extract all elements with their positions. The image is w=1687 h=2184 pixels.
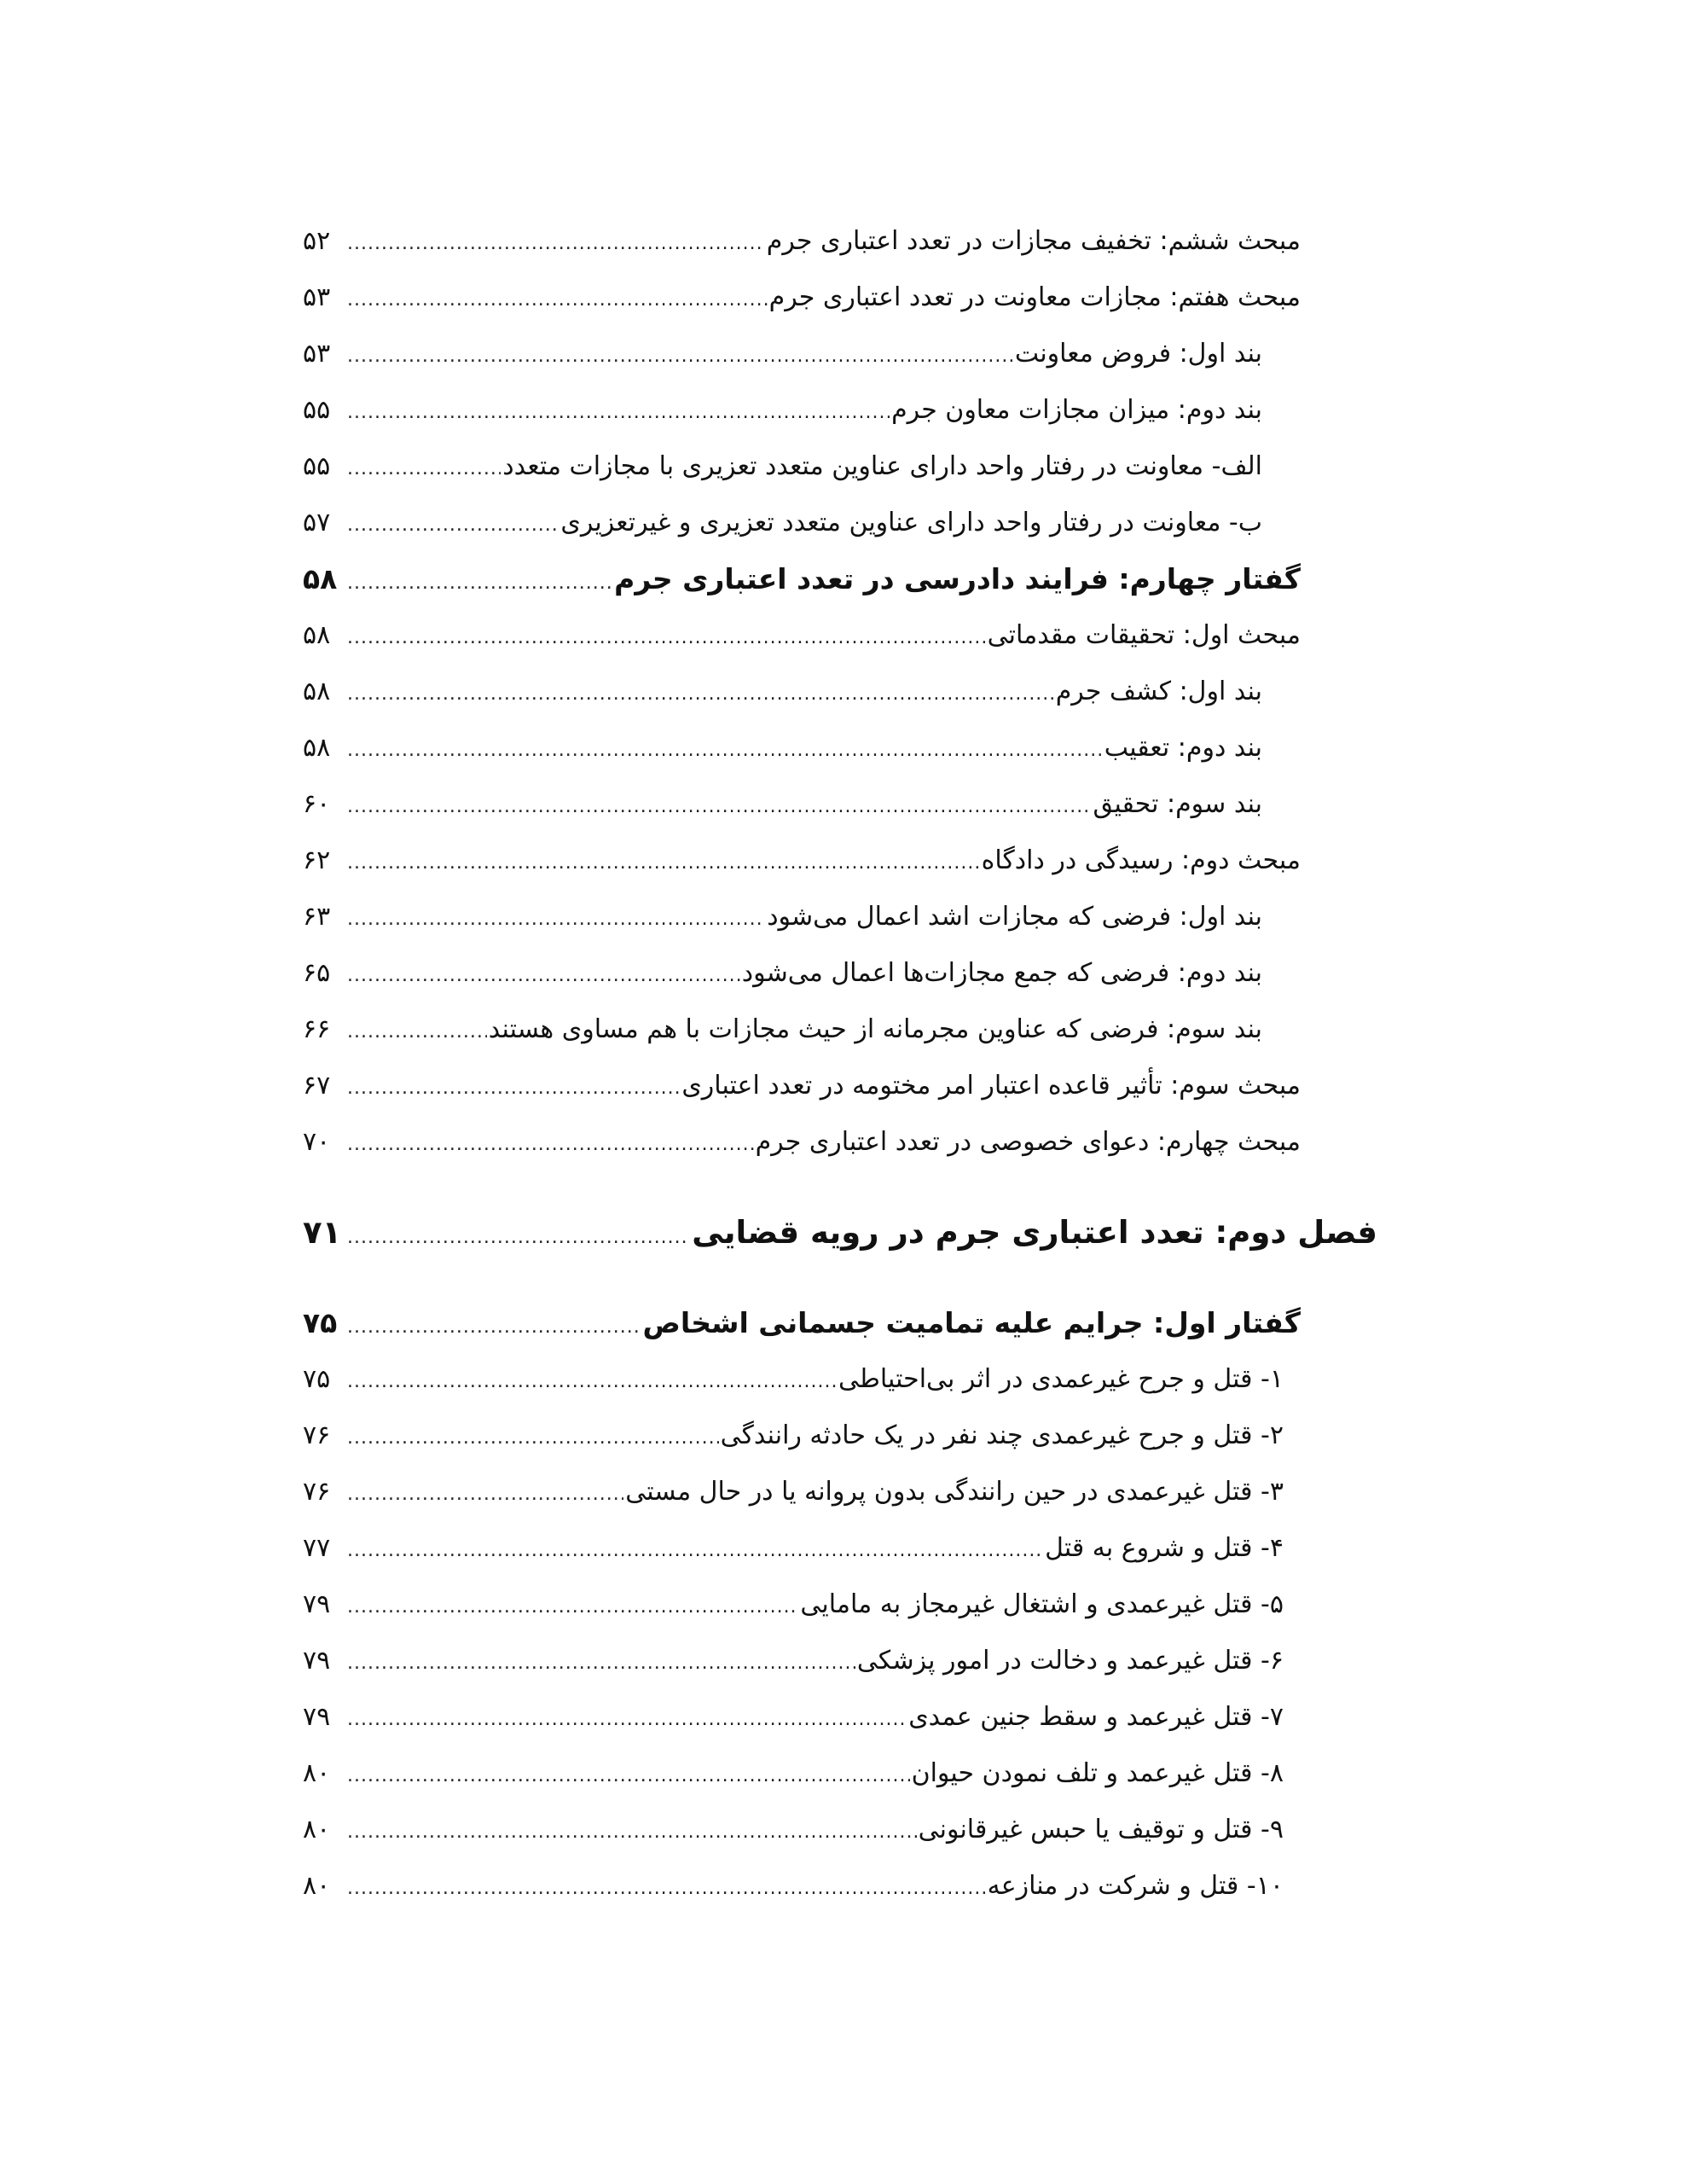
toc-entry[interactable] xyxy=(303,664,1377,720)
toc-entry-page: ۷۵ xyxy=(303,1306,338,1339)
toc-entry[interactable] xyxy=(303,439,1377,495)
toc-entry[interactable] xyxy=(303,1802,1377,1858)
toc-entry-title: الف- معاونت در رفتار واحد دارای عناوین متعدد تعزیری با مجازات متعدد xyxy=(502,451,1262,481)
toc-entry[interactable] xyxy=(303,833,1377,889)
toc-entry-page: ۵۷ xyxy=(303,508,331,537)
table-of-contents xyxy=(303,213,1377,1914)
toc-section-heading[interactable] xyxy=(303,1295,1377,1351)
toc-chapter-heading[interactable] xyxy=(303,1205,1377,1261)
toc-entry-page: ۵۸ xyxy=(303,733,331,763)
toc-entry[interactable] xyxy=(303,776,1377,833)
toc-entry-title: مبحث اول: تحقیقات مقدماتی xyxy=(987,620,1301,650)
toc-entry-page: ۵۳ xyxy=(303,282,331,312)
toc-section-heading[interactable] xyxy=(303,551,1377,607)
toc-entry-page: ۸۰ xyxy=(303,1815,331,1844)
toc-entry-title: بند سوم: فرضی که عناوین مجرمانه از حیث مجازات با هم مساوی هستند xyxy=(488,1014,1262,1044)
toc-entry[interactable] xyxy=(303,945,1377,1002)
toc-entry-page: ۵۵ xyxy=(303,395,331,425)
dot-leader xyxy=(347,1692,907,1748)
toc-entry-title: ۲- قتل و جرح غیرعمدی چند نفر در یک حادثه رانندگی xyxy=(720,1420,1284,1450)
toc-entry[interactable] xyxy=(303,270,1377,326)
dot-leader xyxy=(347,272,768,328)
toc-entry[interactable] xyxy=(303,720,1377,776)
toc-entry-page: ۵۸ xyxy=(303,620,331,650)
toc-entry[interactable] xyxy=(303,1114,1377,1170)
toc-entry-page: ۵۳ xyxy=(303,339,331,369)
toc-entry-title: مبحث هفتم: مجازات معاونت در تعدد اعتباری جرم xyxy=(768,282,1301,312)
dot-leader xyxy=(347,1410,719,1467)
toc-entry-title: بند دوم: فرضی که جمع مجازات‌ها اعمال می‌شود xyxy=(741,958,1262,988)
toc-entry[interactable] xyxy=(303,1858,1377,1914)
toc-entry-title: گفتار اول: جرایم علیه تمامیت جسمانی اشخاص xyxy=(642,1306,1301,1339)
toc-entry-page: ۷۹ xyxy=(303,1589,331,1619)
toc-entry[interactable] xyxy=(303,607,1377,664)
toc-entry[interactable] xyxy=(303,1745,1377,1802)
toc-entry[interactable] xyxy=(303,382,1377,439)
dot-leader xyxy=(347,835,980,892)
dot-leader xyxy=(347,1748,910,1804)
toc-entry-page: ۷۷ xyxy=(303,1533,331,1563)
toc-entry-page: ۷۶ xyxy=(303,1477,331,1507)
toc-entry-page: ۶۷ xyxy=(303,1071,331,1101)
toc-entry-page: ۶۰ xyxy=(303,789,331,819)
toc-entry-title: ۹- قتل و توقیف یا حبس غیرقانونی xyxy=(918,1815,1284,1844)
dot-leader xyxy=(347,1804,917,1861)
toc-entry-title: مبحث دوم: رسیدگی در دادگاه xyxy=(981,845,1301,875)
dot-leader xyxy=(347,1117,754,1173)
toc-entry-title: ۷- قتل غیرعمد و سقط جنین عمدی xyxy=(908,1702,1284,1732)
toc-entry[interactable] xyxy=(303,213,1377,270)
dot-leader xyxy=(347,666,1054,723)
dot-leader xyxy=(347,779,1091,835)
toc-entry[interactable] xyxy=(303,1577,1377,1633)
toc-entry-title: بند دوم: میزان مجازات معاون جرم xyxy=(891,395,1262,425)
toc-entry-page: ۵۵ xyxy=(303,451,331,481)
toc-entry-title: ۵- قتل غیرعمدی و اشتغال غیرمجاز به مامایی xyxy=(800,1589,1284,1619)
toc-entry-title: بند دوم: تعقیب xyxy=(1104,733,1262,763)
dot-leader xyxy=(347,385,890,441)
toc-entry[interactable] xyxy=(303,1689,1377,1745)
toc-entry-page: ۷۰ xyxy=(303,1127,331,1157)
toc-entry-title: مبحث چهارم: دعوای خصوصی در تعدد اعتباری جرم xyxy=(755,1127,1301,1157)
dot-leader xyxy=(347,555,612,612)
toc-entry-page: ۶۲ xyxy=(303,845,331,875)
toc-entry-page: ۷۱ xyxy=(303,1214,342,1251)
toc-entry-page: ۸۰ xyxy=(303,1871,331,1901)
toc-entry-title: گفتار چهارم: فرایند دادرسی در تعدد اعتباری جرم xyxy=(614,562,1301,595)
toc-entry-title: ۸- قتل غیرعمد و تلف نمودن حیوان xyxy=(911,1758,1284,1788)
toc-entry-title: بند اول: فروض معاونت xyxy=(1014,339,1262,369)
toc-entry-page: ۶۵ xyxy=(303,958,331,988)
toc-entry-title: بند سوم: تحقیق xyxy=(1093,789,1262,819)
dot-leader xyxy=(347,216,765,272)
toc-entry-title: بند اول: فرضی که مجازات اشد اعمال می‌شود xyxy=(767,902,1262,932)
toc-entry[interactable] xyxy=(303,1408,1377,1464)
toc-entry-page: ۶۶ xyxy=(303,1014,331,1044)
toc-entry-page: ۵۸ xyxy=(303,677,331,706)
toc-entry[interactable] xyxy=(303,1002,1377,1058)
dot-leader xyxy=(347,1523,1043,1579)
toc-entry-title: ۶- قتل غیرعمد و دخالت در امور پزشکی xyxy=(856,1646,1284,1676)
toc-entry[interactable] xyxy=(303,1464,1377,1520)
toc-entry-title: ۱- قتل و جرح غیرعمدی در اثر بی‌احتیاطی xyxy=(838,1364,1284,1394)
toc-entry-page: ۷۹ xyxy=(303,1702,331,1732)
dot-leader xyxy=(347,1354,837,1410)
toc-entry-page: ۵۲ xyxy=(303,226,331,256)
toc-entry[interactable] xyxy=(303,889,1377,945)
dot-leader xyxy=(347,610,986,666)
toc-entry[interactable] xyxy=(303,326,1377,382)
dot-leader xyxy=(347,1060,680,1117)
toc-entry[interactable] xyxy=(303,1520,1377,1577)
toc-entry-page: ۷۹ xyxy=(303,1646,331,1676)
dot-leader xyxy=(347,1467,623,1523)
toc-entry-page: ۶۳ xyxy=(303,902,331,932)
toc-entry-title: مبحث ششم: تخفیف مجازات در تعدد اعتباری جرم xyxy=(766,226,1301,256)
dot-leader xyxy=(347,948,740,1004)
toc-entry-title: ۴- قتل و شروع به قتل xyxy=(1045,1533,1284,1563)
dot-leader xyxy=(347,1210,690,1266)
dot-leader xyxy=(347,497,559,554)
dot-leader xyxy=(347,892,765,948)
dot-leader xyxy=(347,1635,855,1692)
toc-entry[interactable] xyxy=(303,1351,1377,1408)
toc-entry-title: ۳- قتل غیرعمدی در حین رانندگی بدون پروانه یا در حال مستی xyxy=(625,1477,1284,1507)
toc-entry-page: ۸۰ xyxy=(303,1758,331,1788)
toc-entry[interactable] xyxy=(303,1058,1377,1114)
toc-entry-title: ۱۰- قتل و شرکت در منازعه xyxy=(987,1871,1284,1901)
dot-leader xyxy=(347,1861,986,1917)
dot-leader xyxy=(347,723,1103,779)
dot-leader xyxy=(347,441,501,497)
toc-entry[interactable] xyxy=(303,1633,1377,1689)
toc-entry-page: ۷۵ xyxy=(303,1364,331,1394)
toc-entry-page: ۷۶ xyxy=(303,1420,331,1450)
dot-leader xyxy=(347,1299,641,1356)
dot-leader xyxy=(347,1579,798,1635)
toc-entry-page: ۵۸ xyxy=(303,562,338,595)
toc-entry[interactable] xyxy=(303,495,1377,551)
toc-entry-title: فصل دوم: تعدد اعتباری جرم در رویه قضایی xyxy=(692,1214,1377,1251)
toc-entry-title: مبحث سوم: تأثیر قاعده اعتبار امر مختومه در تعدد اعتباری xyxy=(681,1071,1301,1101)
dot-leader xyxy=(347,328,1013,385)
dot-leader xyxy=(347,1004,487,1060)
toc-entry-title: ب- معاونت در رفتار واحد دارای عناوین متعدد تعزیری و غیرتعزیری xyxy=(560,508,1262,537)
toc-entry-title: بند اول: کشف جرم xyxy=(1055,677,1262,706)
